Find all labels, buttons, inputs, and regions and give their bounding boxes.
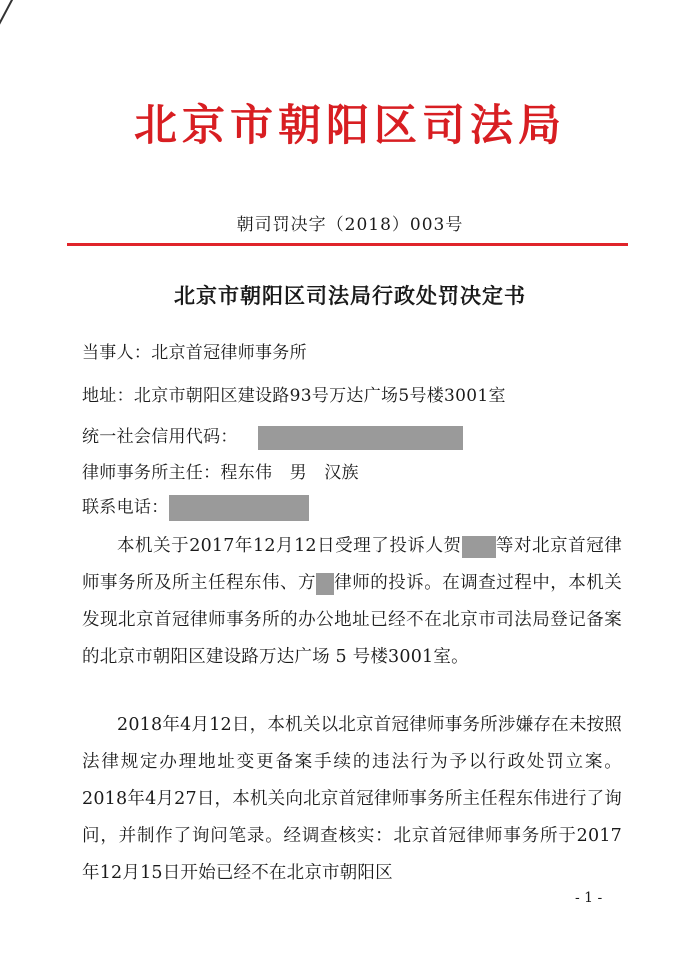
- red-divider-line: [67, 243, 628, 246]
- page-number: - 1 -: [575, 890, 603, 906]
- body-paragraph-2: [82, 707, 622, 892]
- redaction-block: [169, 495, 309, 521]
- party-name-line: [82, 341, 307, 365]
- address-label: 地址：: [82, 386, 134, 406]
- redaction-block: [258, 426, 463, 450]
- body-paragraph-1: [82, 528, 622, 676]
- p1-text-c: 律师的投诉。在调查过程中，本机关发现北京首冠律师事务所的办公地址已经不在北京市司法局登记备案的北京市朝阳区建设路万达广场 5 号楼3001室。: [82, 573, 622, 667]
- credit-code-line: [82, 425, 463, 450]
- redaction-block: [316, 573, 334, 595]
- p1-text-a: 本机关于2017年12月12日受理了投诉人贺: [117, 536, 462, 556]
- director-line: [82, 461, 359, 485]
- party-name-label: 当事人：: [82, 343, 152, 363]
- address-value: 北京市朝阳区建设路93号万达广场5号楼3001室: [133, 386, 506, 406]
- p2-text: 2018年4月12日，本机关以北京首冠律师事务所涉嫌存在未按照法律规定办理地址变更备案手续的违法行为予以行政处罚立案。2018年4月27日，本机关向北京首冠律师事务所主任程东伟进行了询问，并制作了询问笔录。经调查核实：北京首冠律师事务所于2017年12月15日开始已经不在北京市朝阳区: [82, 715, 622, 883]
- credit-code-label: 统一社会信用代码：: [82, 427, 238, 447]
- issuer-heading: 北京市朝阳区司法局: [134, 101, 566, 151]
- p1-text-b: 等对北京首冠律师事务所及所主任程东伟、方: [82, 536, 622, 593]
- director-label: 律师事务所主任：: [82, 463, 221, 483]
- redaction-block: [462, 536, 496, 558]
- document-title: 北京市朝阳区司法局行政处罚决定书: [174, 284, 526, 308]
- party-name-value: 北京首冠律师事务所: [151, 343, 307, 363]
- document-number: 朝司罚决字（2018）003号: [236, 215, 464, 235]
- scan-pen-mark: [0, 0, 16, 25]
- address-line: [82, 384, 506, 408]
- phone-label: 联系电话：: [82, 497, 169, 518]
- phone-line: [82, 495, 309, 521]
- director-value: 程东伟 男 汉族: [220, 463, 359, 483]
